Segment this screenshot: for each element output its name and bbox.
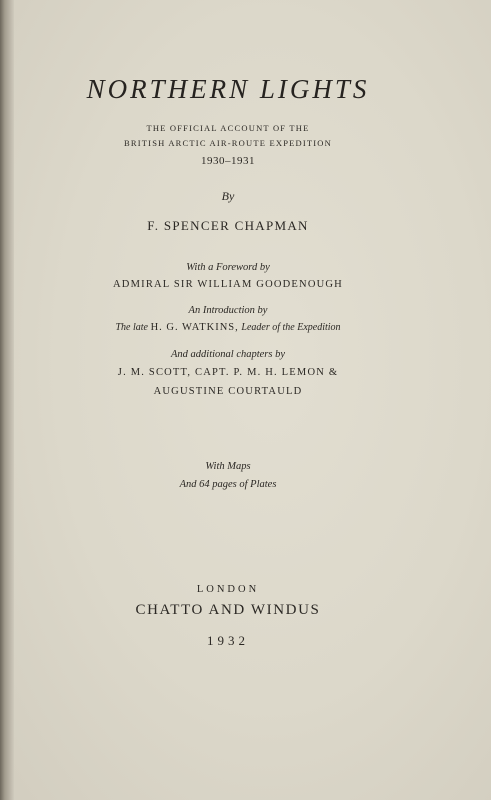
subtitle-line-2: BRITISH ARCTIC AIR-ROUTE EXPEDITION — [124, 138, 332, 148]
by-label: By — [221, 189, 235, 203]
maps-note: With Maps — [205, 461, 251, 472]
subtitle-line-1: THE OFFICIAL ACCOUNT OF THE — [146, 123, 310, 133]
imprint-city: LONDON — [196, 584, 260, 595]
plates-note: And 64 pages of Plates — [179, 479, 277, 490]
book-title: NORTHERN LIGHTS — [86, 74, 370, 104]
book-gutter-shadow — [0, 0, 14, 800]
introduction-credit — [0, 322, 456, 333]
additional-chapters-label: And additional chapters by — [170, 349, 286, 360]
expedition-years: 1930–1931 — [201, 155, 255, 167]
introduction-role: Leader of the Expedition — [241, 322, 341, 333]
introduction-name: H. G. WATKINS, — [150, 322, 239, 333]
additional-names-line-2: AUGUSTINE COURTAULD — [153, 386, 303, 397]
author-name: F. SPENCER CHAPMAN — [147, 218, 309, 233]
imprint-year: 1932 — [207, 633, 249, 648]
introduction-label: An Introduction by — [188, 305, 268, 316]
foreword-name: ADMIRAL SIR WILLIAM GOODENOUGH — [113, 279, 343, 290]
foreword-label: With a Foreword by — [186, 262, 270, 273]
imprint-publisher: CHATTO AND WINDUS — [135, 602, 321, 618]
introduction-prefix: The late — [115, 322, 148, 333]
additional-names-line-1: J. M. SCOTT, CAPT. P. M. H. LEMON & — [117, 367, 339, 378]
